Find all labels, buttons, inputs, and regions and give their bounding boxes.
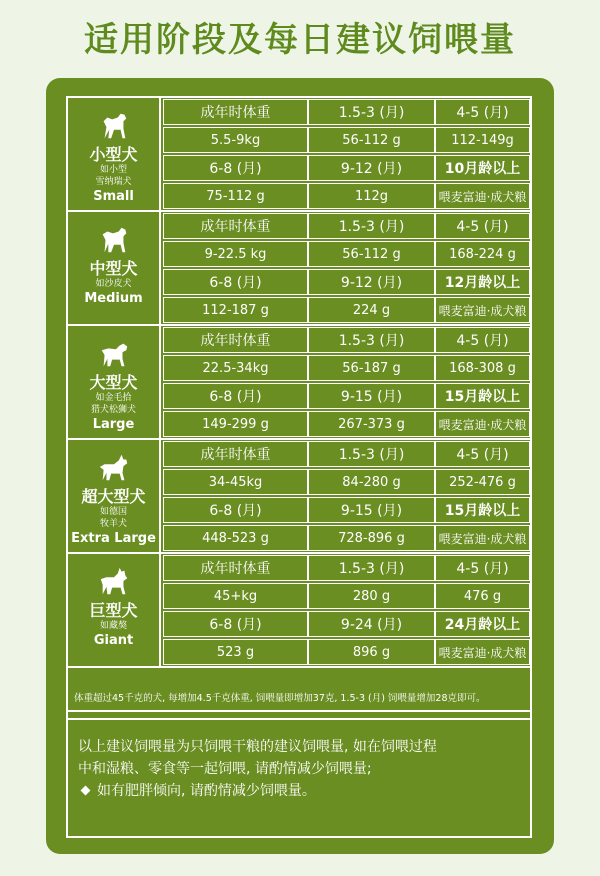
dog-icon bbox=[97, 450, 131, 486]
feeding-cell: 4-5 (月) bbox=[435, 99, 530, 125]
size-example: 如金毛拾 bbox=[95, 393, 132, 403]
size-example: 牧羊犬 bbox=[99, 519, 127, 529]
feeding-table bbox=[66, 96, 532, 838]
feeding-cell: 6-8 (月) bbox=[163, 497, 308, 523]
feeding-cell: 6-8 (月) bbox=[163, 611, 308, 637]
feeding-cell bbox=[435, 411, 530, 437]
brand-text: 喂麦富迪 bbox=[438, 304, 487, 318]
food-type-text: ·成犬粮 bbox=[486, 190, 527, 204]
dog-icon bbox=[97, 564, 131, 600]
size-block bbox=[68, 98, 530, 212]
feeding-cell: 1.5-3 (月) bbox=[308, 441, 435, 467]
size-example: 如藏獒 bbox=[99, 621, 127, 631]
feeding-cell: 112-149g bbox=[435, 127, 530, 153]
feeding-cell: 168-224 g bbox=[435, 241, 530, 267]
feeding-cell: 1.5-3 (月) bbox=[308, 213, 435, 239]
advice-bullet-text: 如有肥胖倾向, 请酌情减少饲喂量。 bbox=[97, 783, 316, 799]
size-label-column bbox=[68, 326, 161, 438]
feeding-cell: 280 g bbox=[308, 583, 435, 609]
feeding-cell: 9-22.5 kg bbox=[163, 241, 308, 267]
feeding-cell: 10月龄以上 bbox=[435, 155, 530, 181]
diamond-bullet-icon bbox=[81, 785, 91, 795]
brand-text: 喂麦富迪 bbox=[438, 190, 487, 204]
feeding-cell: 1.5-3 (月) bbox=[308, 327, 435, 353]
size-block bbox=[68, 440, 530, 554]
brand-text: 喂麦富迪 bbox=[438, 646, 487, 660]
size-name: 中型犬 bbox=[89, 259, 138, 278]
brand-text: 喂麦富迪 bbox=[438, 418, 487, 432]
feeding-cell: 1.5-3 (月) bbox=[308, 555, 435, 581]
size-name: 超大型犬 bbox=[81, 487, 146, 506]
feeding-cell: 252-476 g bbox=[435, 469, 530, 495]
extra-weight-note: 体重超过45千克的犬, 每增加4.5千克体重, 饲喂量即增加37克, 1.5-3 (月) 饲喂量增加28克即可。 bbox=[68, 686, 530, 712]
feeding-cell: 成年时体重 bbox=[163, 327, 308, 353]
feeding-advice bbox=[78, 736, 524, 802]
size-label-column bbox=[68, 98, 161, 210]
dog-icon bbox=[97, 222, 131, 258]
feeding-cell: 成年时体重 bbox=[163, 99, 308, 125]
divider bbox=[68, 712, 530, 720]
feeding-cell: 成年时体重 bbox=[163, 555, 308, 581]
food-type-text: ·成犬粮 bbox=[486, 418, 527, 432]
feeding-cell: 24月龄以上 bbox=[435, 611, 530, 637]
dog-icon bbox=[97, 336, 131, 372]
size-example: 如沙皮犬 bbox=[95, 279, 132, 289]
feeding-cell: 6-8 (月) bbox=[163, 155, 308, 181]
feeding-cell: 9-15 (月) bbox=[308, 383, 435, 409]
feeding-cell bbox=[435, 183, 530, 209]
feeding-cell: 9-24 (月) bbox=[308, 611, 435, 637]
size-block bbox=[68, 326, 530, 440]
size-example: 猎犬松狮犬 bbox=[90, 405, 136, 415]
feeding-cell: 6-8 (月) bbox=[163, 269, 308, 295]
advice-line-1: 以上建议饲喂量为只饲喂干粮的建议饲喂量, 如在饲喂过程 bbox=[78, 739, 437, 755]
size-english-name: Medium bbox=[84, 291, 143, 306]
feeding-cell bbox=[435, 297, 530, 323]
feeding-cell: 523 g bbox=[163, 639, 308, 665]
size-english-name: Large bbox=[92, 417, 135, 432]
feeding-cell: 84-280 g bbox=[308, 469, 435, 495]
feeding-cell: 9-15 (月) bbox=[308, 497, 435, 523]
brand-text: 喂麦富迪 bbox=[438, 532, 487, 546]
feeding-cell: 224 g bbox=[308, 297, 435, 323]
feeding-cell: 1.5-3 (月) bbox=[308, 99, 435, 125]
advice-line-2: 中和湿粮、零食等一起饲喂, 请酌情减少饲喂量; bbox=[78, 761, 372, 777]
size-label-column bbox=[68, 212, 161, 324]
feeding-panel bbox=[46, 78, 554, 854]
size-example: 如小型 bbox=[99, 165, 127, 175]
feeding-cell: 168-308 g bbox=[435, 355, 530, 381]
feeding-cell: 267-373 g bbox=[308, 411, 435, 437]
food-type-text: ·成犬粮 bbox=[486, 532, 527, 546]
size-block bbox=[68, 212, 530, 326]
feeding-cell bbox=[435, 639, 530, 665]
size-name: 小型犬 bbox=[89, 145, 138, 164]
feeding-cell: 成年时体重 bbox=[163, 213, 308, 239]
feeding-cell: 448-523 g bbox=[163, 525, 308, 551]
size-name: 大型犬 bbox=[89, 373, 138, 392]
feeding-cell: 56-112 g bbox=[308, 127, 435, 153]
feeding-cell: 112g bbox=[308, 183, 435, 209]
size-english-name: Small bbox=[93, 189, 134, 204]
size-label-column bbox=[68, 554, 161, 666]
feeding-cell: 4-5 (月) bbox=[435, 441, 530, 467]
feeding-cell: 4-5 (月) bbox=[435, 555, 530, 581]
feeding-cell: 45+kg bbox=[163, 583, 308, 609]
feeding-cell bbox=[435, 525, 530, 551]
size-name: 巨型犬 bbox=[89, 601, 138, 620]
size-block bbox=[68, 554, 530, 668]
feeding-cell: 22.5-34kg bbox=[163, 355, 308, 381]
feeding-cell: 4-5 (月) bbox=[435, 327, 530, 353]
feeding-cell: 728-896 g bbox=[308, 525, 435, 551]
size-example: 雪纳瑞犬 bbox=[95, 177, 132, 187]
feeding-cell: 56-112 g bbox=[308, 241, 435, 267]
advice-bullet bbox=[78, 780, 524, 802]
feeding-cell: 成年时体重 bbox=[163, 441, 308, 467]
size-english-name: Giant bbox=[93, 633, 134, 648]
feeding-cell: 896 g bbox=[308, 639, 435, 665]
size-example: 如德国 bbox=[99, 507, 127, 517]
feeding-cell: 149-299 g bbox=[163, 411, 308, 437]
feeding-cell: 112-187 g bbox=[163, 297, 308, 323]
feeding-cell: 9-12 (月) bbox=[308, 155, 435, 181]
feeding-cell: 15月龄以上 bbox=[435, 497, 530, 523]
feeding-cell: 12月龄以上 bbox=[435, 269, 530, 295]
feeding-cell: 15月龄以上 bbox=[435, 383, 530, 409]
feeding-cell: 56-187 g bbox=[308, 355, 435, 381]
feeding-cell: 6-8 (月) bbox=[163, 383, 308, 409]
feeding-cell: 34-45kg bbox=[163, 469, 308, 495]
page-title: 适用阶段及每日建议饲喂量 bbox=[84, 20, 516, 60]
dog-icon bbox=[97, 108, 131, 144]
food-type-text: ·成犬粮 bbox=[486, 304, 527, 318]
feeding-cell: 4-5 (月) bbox=[435, 213, 530, 239]
feeding-cell: 75-112 g bbox=[163, 183, 308, 209]
feeding-cell: 5.5-9kg bbox=[163, 127, 308, 153]
food-type-text: ·成犬粮 bbox=[486, 646, 527, 660]
size-label-column bbox=[68, 440, 161, 552]
size-english-name: Extra Large bbox=[71, 531, 156, 546]
feeding-cell: 476 g bbox=[435, 583, 530, 609]
feeding-cell: 9-12 (月) bbox=[308, 269, 435, 295]
